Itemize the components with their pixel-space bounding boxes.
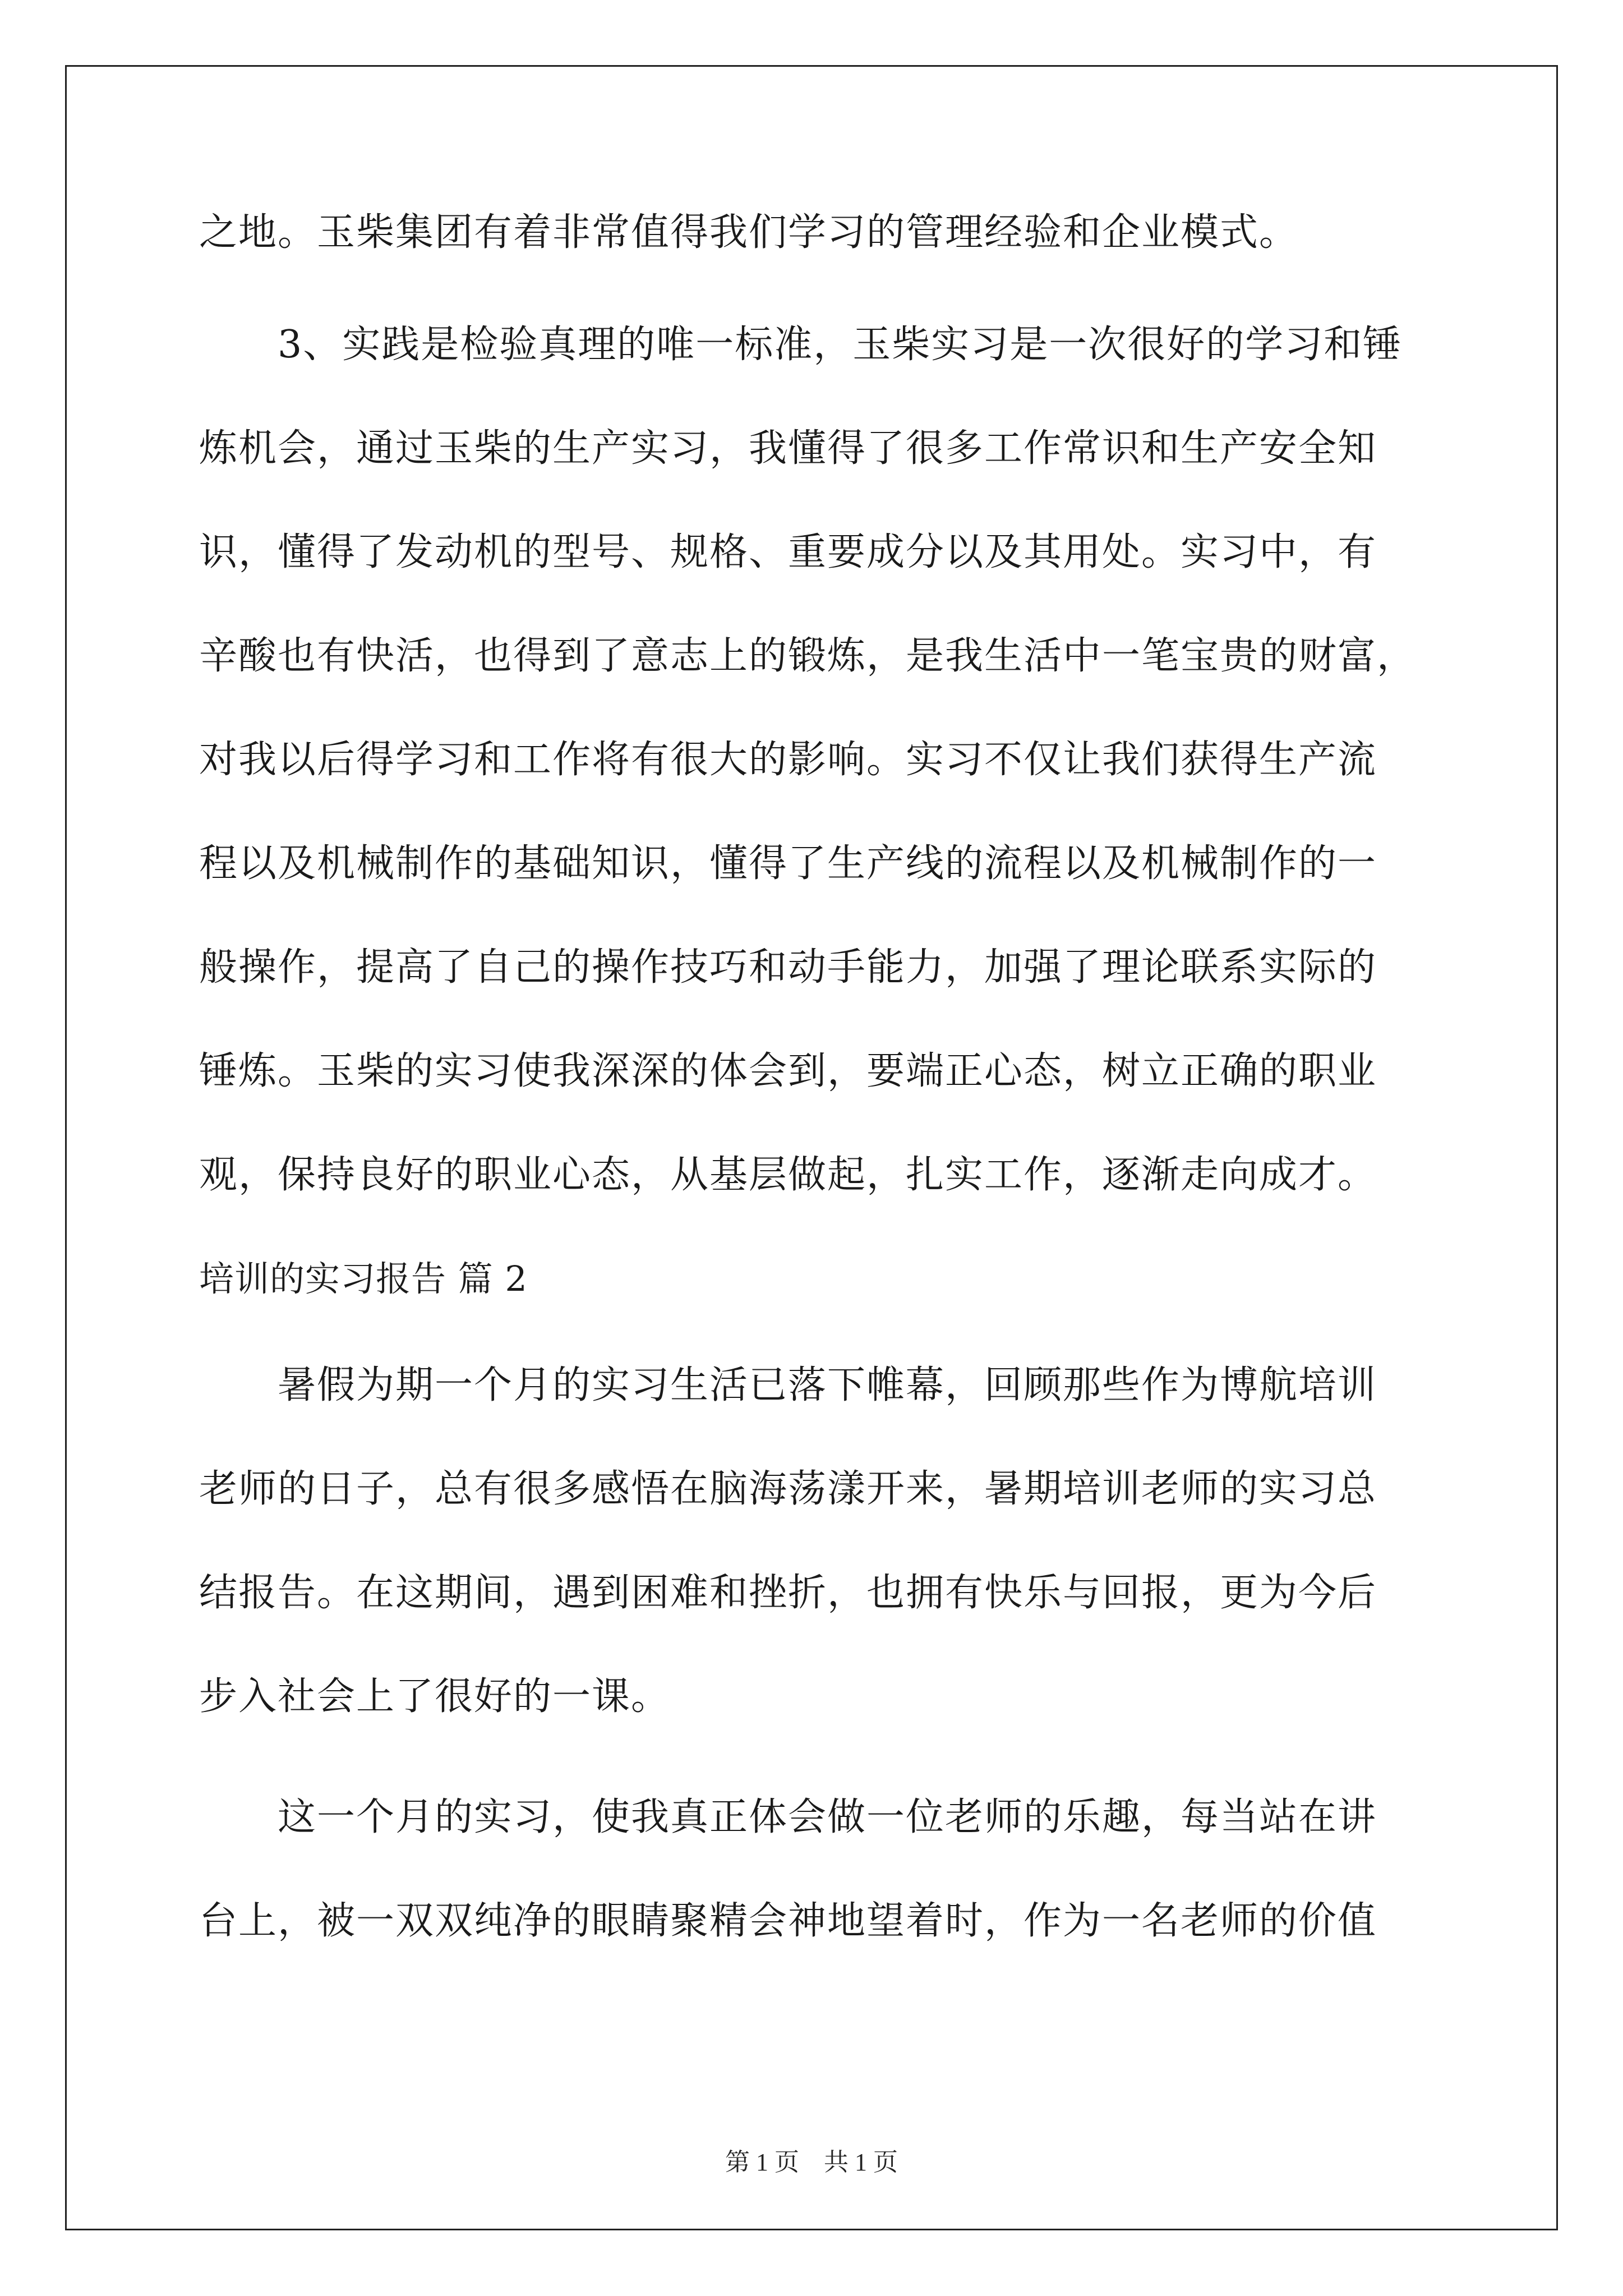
paragraph-line: 观，保持良好的职业心态，从基层做起，扎实工作，逐渐走向成才。 (199, 1153, 1377, 1197)
paragraph-line: 台上，被一双双纯净的眼睛聚精会神地望着时，作为一名老师的价值 (199, 1899, 1377, 1943)
paragraph-line: 老师的日子，总有很多感悟在脑海荡漾开来，暑期培训老师的实习总 (199, 1467, 1377, 1511)
paragraph-line: 炼机会，通过玉柴的生产实习，我懂得了很多工作常识和生产安全知 (199, 426, 1377, 471)
paragraph-line: 辛酸也有快活，也得到了意志上的锻炼，是我生活中一笔宝贵的财富， (199, 634, 1417, 678)
page-footer: 第 1 页 共 1 页 (725, 2148, 898, 2176)
paragraph-line: 结报告。在这期间，遇到困难和挫折，也拥有快乐与回报，更为今后 (199, 1571, 1377, 1615)
paragraph-line: 般操作，提高了自己的操作技巧和动手能力，加强了理论联系实际的 (199, 945, 1377, 990)
paragraph-line: 对我以后得学习和工作将有很大的影响。实习不仅让我们获得生产流 (199, 738, 1377, 782)
paragraph-line: 锤炼。玉柴的实习使我深深的体会到，要端正心态，树立正确的职业 (199, 1049, 1377, 1093)
paragraph-line: 步入社会上了很好的一课。 (199, 1674, 671, 1719)
section-heading: 培训的实习报告 篇 2 (199, 1258, 528, 1299)
paragraph-line: 识，懂得了发动机的型号、规格、重要成分以及其用处。实习中，有 (199, 530, 1377, 574)
paragraph-line: 3、实践是检验真理的唯一标准，玉柴实习是一次很好的学习和锤 (278, 323, 1403, 367)
paragraph-line: 暑假为期一个月的实习生活已落下帷幕，回顾那些作为博航培训 (278, 1363, 1377, 1407)
paragraph-line: 程以及机械制作的基础知识，懂得了生产线的流程以及机械制作的一 (199, 841, 1377, 886)
paragraph-line: 这一个月的实习，使我真正体会做一位老师的乐趣，每当站在讲 (278, 1795, 1377, 1839)
paragraph-line: 之地。玉柴集团有着非常值得我们学习的管理经验和企业模式。 (199, 210, 1299, 255)
